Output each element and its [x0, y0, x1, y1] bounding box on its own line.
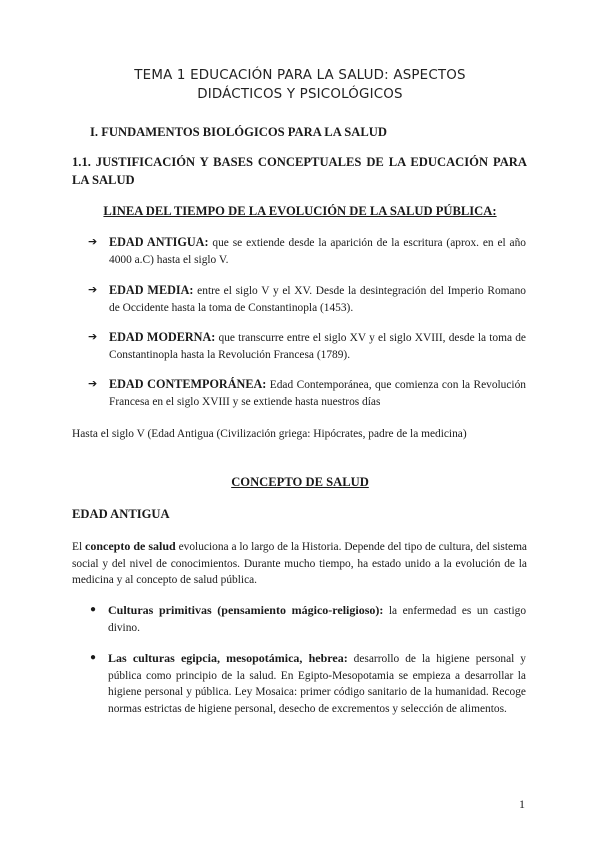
title-line-1: TEMA 1 EDUCACIÓN PARA LA SALUD: ASPECTOS — [134, 68, 466, 83]
bullet-item — [90, 650, 526, 717]
timeline-item — [88, 282, 526, 316]
timeline-item — [88, 376, 526, 410]
bullet-term: Las culturas egipcia, mesopotámica, hebrea: — [108, 651, 348, 665]
bullet-term: Culturas primitivas (pensamiento mágico-religioso): — [108, 603, 384, 617]
arrow-right-icon: ➔ — [88, 330, 98, 343]
title-line-2: DIDÁCTICOS Y PSICOLÓGICOS — [197, 87, 403, 102]
bullet-icon: ● — [90, 652, 97, 663]
page-number: 1 — [519, 797, 525, 811]
bullet-text: desarrollo de la higiene personal y pública como principio de la salud. En Egipto-Mesopotamia se empieza a desarrollar la higiene personal y pública. Ley Mosaica: primer código sanitario de la humanidad. Recoge normas estrictas de higiene personal, desecho de excrementos y selección de alimentos. — [108, 653, 526, 715]
concept-heading: CONCEPTO DE SALUD — [231, 475, 369, 489]
bullet-text: la enfermedad es un castigo divino. — [108, 605, 527, 634]
bullet-icon: ● — [90, 604, 97, 615]
timeline-text: que se extiende desde la aparición de la escritura (aprox. en el año 4000 a.C) hasta el siglo V. — [109, 237, 526, 266]
timeline-item — [88, 329, 526, 363]
timeline-term: EDAD MEDIA: — [109, 283, 194, 297]
paragraph-text: El — [72, 541, 85, 553]
timeline-text: Edad Contemporánea, que comienza con la Revolución Francesa en el siglo XVIII y se extiende hasta nuestros días — [109, 379, 526, 408]
timeline-term: EDAD MODERNA: — [109, 330, 216, 344]
paragraph-text: evoluciona a lo largo de la Historia. Depende del tipo de cultura, del sistema social y del nivel de conocimientos. Durante mucho tiempo, ha estado unido a la evolución de la medicina y al concepto de salud pública. — [72, 541, 527, 586]
bullet-item — [90, 602, 526, 636]
arrow-right-icon: ➔ — [88, 283, 98, 296]
arrow-right-icon: ➔ — [88, 377, 98, 390]
paragraph-bold-term: concepto de salud — [85, 539, 176, 553]
note-line: Hasta el siglo V (Edad Antigua (Civilización griega: Hipócrates, padre de la medicina) — [72, 428, 467, 440]
arrow-right-icon: ➔ — [88, 235, 98, 248]
timeline-term: EDAD CONTEMPORÁNEA: — [109, 377, 267, 391]
timeline-text: entre el siglo V y el XV. Desde la desintegración del Imperio Romano de Occidente hasta la toma de Constantinopla (1453). — [109, 285, 526, 314]
subheading-edad-antigua: EDAD ANTIGUA — [72, 507, 170, 521]
document-title — [60, 66, 540, 104]
intro-paragraph — [72, 538, 527, 589]
timeline-term: EDAD ANTIGUA: — [109, 235, 209, 249]
section-heading-1: I. FUNDAMENTOS BIOLÓGICOS PARA LA SALUD — [90, 125, 387, 139]
timeline-heading: LINEA DEL TIEMPO DE LA EVOLUCIÓN DE LA SALUD PÚBLICA: — [103, 204, 497, 218]
timeline-item — [88, 234, 526, 268]
section-heading-1-1: 1.1. JUSTIFICACIÓN Y BASES CONCEPTUALES DE LA EDUCACIÓN PARA LA SALUD — [72, 155, 527, 187]
timeline-text: que transcurre entre el siglo XV y el siglo XVIII, desde la toma de Constantinopla hasta la Revolución Francesa (1789). — [109, 332, 526, 361]
